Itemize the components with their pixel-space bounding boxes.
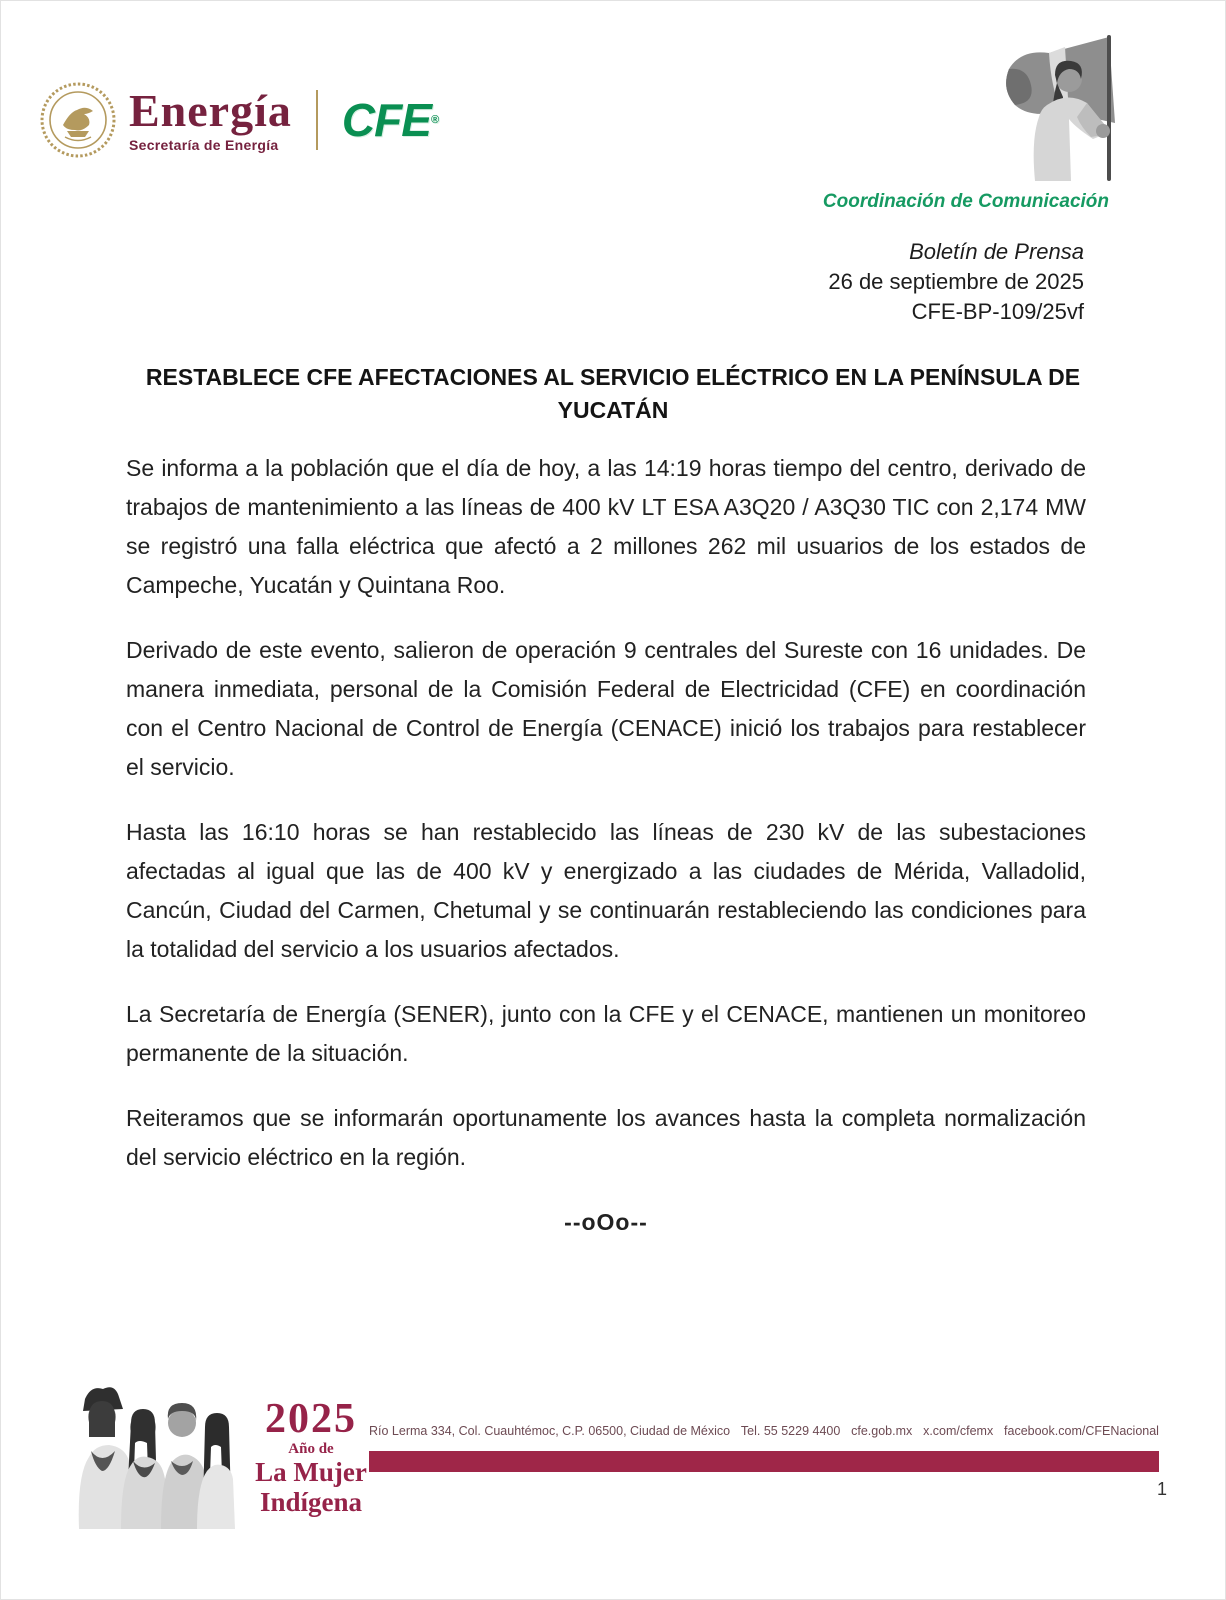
year-caption-2: La Mujer bbox=[255, 1457, 367, 1487]
cfe-logo: CFE® bbox=[341, 94, 438, 146]
coordination-label: Coordinación de Comunicación bbox=[822, 191, 1109, 212]
flag-bearer-image bbox=[991, 27, 1143, 187]
year-caption-1: Año de bbox=[288, 1441, 334, 1457]
registered-mark: ® bbox=[430, 114, 438, 126]
header-brand bbox=[39, 81, 438, 159]
footer-contact-row bbox=[369, 1424, 1159, 1438]
footer-website: cfe.gob.mx bbox=[851, 1424, 913, 1438]
page-title: RESTABLECE CFE AFECTACIONES AL SERVICIO ELÉCTRICO EN LA PENÍNSULA DE YUCATÁN bbox=[145, 364, 1081, 423]
end-separator: --oOo-- bbox=[564, 1209, 648, 1235]
paragraph-1: Se informa a la población que el día de hoy, a las 14:19 horas tiempo del centro, derivado de trabajos de mantenimiento a las líneas de 400 kV LT ESA A3Q20 / A3Q30 TIC con 2,174 MW se registró una falla eléctrica que afectó a 2 millones 262 mil usuarios de los estados de Campeche, Yucatán y Quintana Roo. bbox=[126, 455, 1086, 598]
indigenous-women-image bbox=[69, 1379, 235, 1531]
footer-x-handle: x.com/cfemx bbox=[923, 1424, 994, 1438]
bulletin-date: 26 de septiembre de 2025 bbox=[828, 269, 1084, 294]
document-body bbox=[126, 449, 1086, 1242]
year-of-indigenous-woman-logo bbox=[251, 1397, 371, 1517]
paragraph-2: Derivado de este evento, salieron de operación 9 centrales del Sureste con 16 unidades. De manera inmediata, personal de la Comisión Federal de Electricidad (CFE) en coordinación con el Centro Nacional de Control de Energía (CENACE) inició los trabajos para restablecer el servicio. bbox=[126, 637, 1086, 780]
brand-divider bbox=[316, 90, 318, 150]
paragraph-5: Reiteramos que se informarán oportunamente los avances hasta la completa normalización del servicio eléctrico en la región. bbox=[126, 1105, 1086, 1170]
sener-logo bbox=[129, 87, 292, 153]
bulletin-type: Boletín de Prensa bbox=[909, 239, 1084, 264]
bulletin-reference: CFE-BP-109/25vf bbox=[911, 299, 1084, 324]
mexico-coat-of-arms-icon bbox=[39, 81, 117, 159]
page-number: 1 bbox=[1156, 1479, 1167, 1499]
sener-wordmark: Energía bbox=[129, 85, 292, 136]
bulletin-meta bbox=[828, 237, 1084, 327]
footer-phone: Tel. 55 5229 4400 bbox=[740, 1424, 841, 1438]
year-caption-3: Indígena bbox=[259, 1487, 363, 1517]
footer-facebook: facebook.com/CFENacional bbox=[1004, 1424, 1159, 1438]
year-number: 2025 bbox=[265, 1396, 357, 1442]
paragraph-3: Hasta las 16:10 horas se han restablecido las líneas de 230 kV de las subestaciones afectadas al igual que las de 400 kV y energizado a las ciudades de Mérida, Valladolid, Cancún, Ciudad del Carmen, Chetumal y se continuarán restableciendo las condiciones para la totalidad del servicio a los usuarios afectados. bbox=[126, 819, 1086, 962]
footer-accent-bar bbox=[369, 1451, 1159, 1472]
footer-address: Río Lerma 334, Col. Cuauhtémoc, C.P. 06500, Ciudad de México bbox=[369, 1424, 731, 1438]
sener-subtitle: Secretaría de Energía bbox=[129, 137, 279, 153]
paragraph-4: La Secretaría de Energía (SENER), junto con la CFE y el CENACE, mantienen un monitoreo permanente de la situación. bbox=[126, 1001, 1086, 1066]
